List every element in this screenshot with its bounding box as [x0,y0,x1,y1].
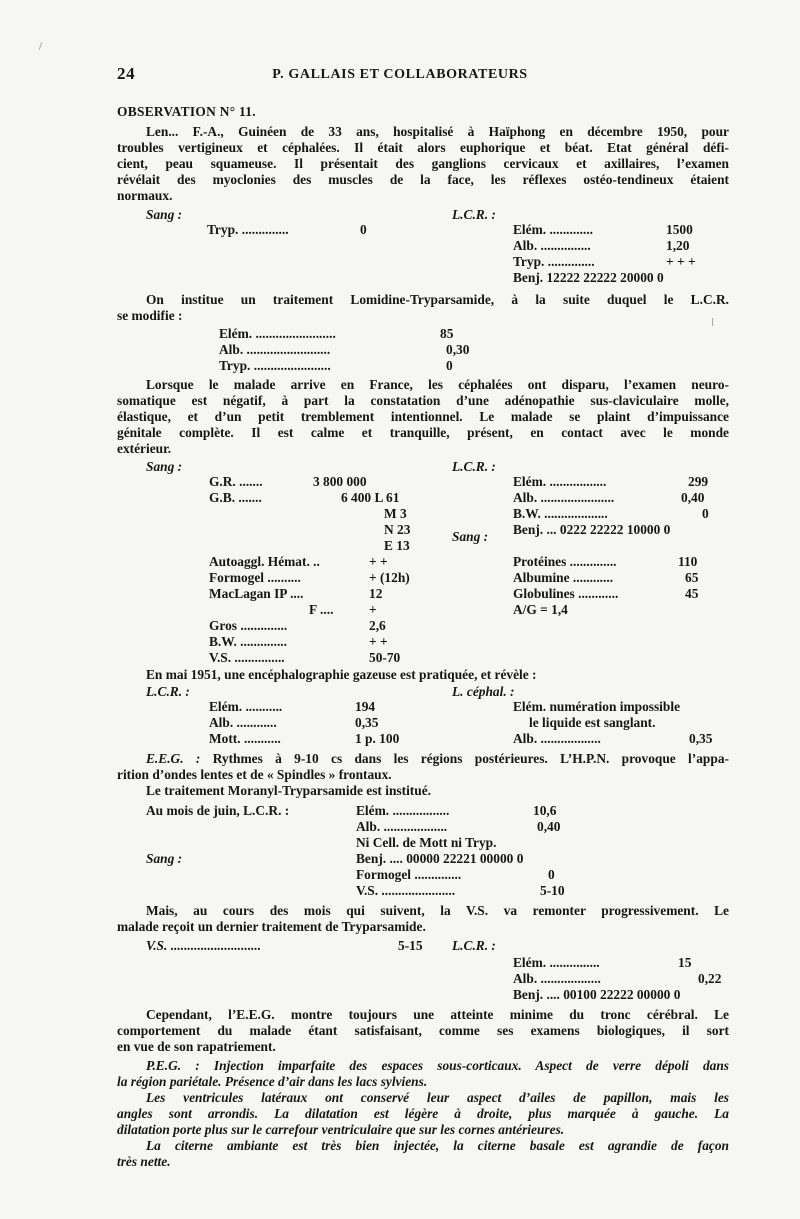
paragraph-line: génitale complète. Il est calme et tranquille, présent, en contact avec le monde [117,425,729,440]
lab-value: + + + [666,254,696,269]
paragraph-line: se modifie : [117,308,183,323]
paragraph-line: Len... F.-A., Guinéen de 33 ans, hospitalisé à Haïphong en décembre 1950, pour [146,124,729,139]
lab-value: 2,6 [369,618,386,633]
lab-label: Mott. ........... [209,731,281,746]
lcr-label: L.C.R. : [146,684,190,699]
paragraph-line: Mais, au cours des mois qui suivent, la V.S. va remonter progressivement. Le [146,903,729,918]
lab-label: le liquide est sanglant. [529,715,656,730]
lab-label: Tryp. .............. [207,222,289,237]
ceph-label: L. céphal. : [452,684,515,699]
sang-label: Sang : [146,851,183,866]
lab-value: 0,22 [698,971,722,986]
peg-line: P.E.G. : Injection imparfaite des espaces sous-corticaux. Aspect de verre dépoli dans [146,1058,729,1073]
lab-value: 50-70 [369,650,401,665]
peg-line: Les ventricules latéraux ont conservé leur aspect d’ailes de papillon, mais les [146,1090,729,1105]
lab-value: 1,20 [666,238,690,253]
sang-label: Sang : [146,459,183,474]
lab-value: 0,35 [689,731,713,746]
june-label-text: Au mois de juin, L.C.R. : [146,803,290,818]
lab-label: Formogel .............. [356,867,462,882]
lab-label: Tryp. .............. [513,254,595,269]
lab-label: Alb. ............ [209,715,277,730]
lab-value: + + [369,634,388,649]
paragraph-line: révélait des myoclonies des muscles de la face, les réflexes ostéo-tendineux étaient [117,172,729,187]
paragraph-line: comportement du malade étant satisfaisant, comme ses examens biologiques, il sort [117,1023,729,1038]
paragraph-line: en vue de son rapatriement. [117,1039,276,1054]
paragraph-line: rition d’ondes lentes et de « Spindles » frontaux. [117,767,392,782]
paragraph-line: En mai 1951, une encéphalographie gazeuse est pratiquée, et révèle : [146,667,537,682]
paragraph-line: normaux. [117,188,173,203]
paragraph-line: troubles vertigineux et céphalées. Il était alors euphorique et béat. Etat général défi- [117,140,729,155]
lab-value: 45 [685,586,699,601]
lab-value: 10,6 [533,803,557,818]
lab-label: V.S. ............... [209,650,285,665]
vs-value: 5-15 [398,938,423,953]
lab-value: 0,40 [681,490,705,505]
lab-label: Elém. ................. [356,803,450,818]
lab-value: 0 [446,358,453,373]
lab-value: 5-10 [540,883,565,898]
peg-line: dilatation porte plus sur le carrefour ventriculaire que sur les cornes antérieures. [117,1122,565,1137]
paragraph-line: On institue un traitement Lomidine-Tryparsamide, à la suite duquel le L.C.R. [146,292,729,307]
lab-value: 110 [678,554,698,569]
lcr-label: L.C.R. : [452,938,496,953]
lab-label: Gros .............. [209,618,288,633]
lab-value: N 23 [384,522,411,537]
lab-label: Alb. ......................... [219,342,331,357]
lab-label: Tryp. ....................... [219,358,331,373]
lab-label: Benj. ... 0222 22222 10000 0 [513,522,671,537]
lab-label: Elém. ........... [209,699,283,714]
paragraph-line: malade reçoit un dernier traitement de Tryparsamide. [117,919,426,934]
june-label [146,803,289,819]
running-title: P. GALLAIS ET COLLABORATEURS [272,67,528,82]
lab-value: 0,30 [446,342,470,357]
lab-label: Ni Cell. de Mott ni Tryp. [356,835,497,850]
eeg-line [146,751,729,767]
lab-value: 194 [355,699,376,714]
lab-value: 12 [369,586,383,601]
lab-label: Alb. ............... [513,238,591,253]
lab-label: Alb. ...................... [513,490,615,505]
lab-value: 15 [678,955,692,970]
lab-value: + + [369,554,388,569]
lab-label: Benj. 12222 22222 20000 0 [513,270,664,285]
lab-value: 0 [702,506,709,521]
peg-line: très nette. [117,1154,171,1169]
lab-label: Autoaggl. Hémat. .. [209,554,320,569]
peg-line: la région pariétale. Présence d’air dans les lacs sylviens. [117,1074,428,1089]
lcr-label: L.C.R. : [452,459,496,474]
lab-value: + (12h) [369,570,410,585]
paragraph-line: somatique est négatif, à part la constatation d’une adénopathie sus-claviculaire molle, [117,393,729,408]
paragraph-line: Le traitement Moranyl-Tryparsamide est institué. [146,783,431,798]
lab-value: 1500 [666,222,693,237]
lab-label: F .... [309,602,334,617]
lab-label: Formogel .......... [209,570,301,585]
lab-value: 0 [548,867,555,882]
lab-label: Elém. numération impossible [513,699,681,714]
lab-label: B.W. ................... [513,506,608,521]
lab-label: MacLagan IP .... [209,586,304,601]
lab-label: A/G = 1,4 [513,602,568,617]
lab-label: G.B. ....... [209,490,262,505]
lab-value: E 13 [384,538,410,553]
lab-value: 3 800 000 [313,474,367,489]
lab-label: Alb. .................. [513,731,601,746]
scan-mark [39,42,43,50]
lab-value: 6 400 L 61 [341,490,400,505]
lab-value: 65 [685,570,699,585]
observation-title: OBSERVATION N° 11. [117,104,256,119]
lab-label: G.R. ....... [209,474,263,489]
lab-value: 1 p. 100 [355,731,400,746]
eeg-text: Rythmes à 9-10 cs dans les régions postérieures. L’H.P.N. provoque l’appa- [212,751,729,766]
sang-label: Sang : [452,529,489,544]
lab-label: Alb. ................... [356,819,448,834]
lab-value: 0 [360,222,367,237]
lab-label: Globulines ............ [513,586,619,601]
paragraph-line: cient, peau squameuse. Il présentait des ganglions cervicaux et axillaires, l’examen [117,156,729,171]
lab-label: B.W. .............. [209,634,288,649]
page-number: 24 [117,64,136,83]
lab-value: 85 [440,326,454,341]
lab-value: 0,40 [537,819,561,834]
lab-value: + [369,602,377,617]
paragraph-line: Lorsque le malade arrive en France, les céphalées ont disparu, l’examen neuro- [146,377,729,392]
eeg-label: E.E.G. : [146,751,201,766]
lab-label: Protéines .............. [513,554,617,569]
paragraph-line: extérieur. [117,441,172,456]
lab-label: Elém. ............. [513,222,593,237]
scan-mark [712,318,713,326]
lab-value: 299 [688,474,709,489]
peg-line: angles sont arrondis. La dilatation est légère à droite, plus marquée à gauche. La [117,1106,729,1121]
sang-label: Sang : [146,207,183,222]
lab-label: Elém. ................. [513,474,607,489]
lab-label: Albumine ............ [513,570,614,585]
lab-value: M 3 [384,506,407,521]
lab-value: 0,35 [355,715,379,730]
peg-line: La citerne ambiante est très bien injectée, la citerne basale est agrandie de façon [146,1138,729,1153]
lab-label: V.S. ...................... [356,883,456,898]
vs-label: V.S. ........................... [146,938,262,953]
lab-label: Benj. .... 00100 22222 00000 0 [513,987,681,1002]
paragraph-line: Cependant, l’E.E.G. montre toujours une atteinte minime du tronc cérébral. Le [146,1007,729,1022]
lab-label: Elém. ........................ [219,326,336,341]
paragraph-line: élastique, et d’un petit tremblement intentionnel. Le malade se plaint d’impuissance [117,409,729,424]
lab-label: Alb. .................. [513,971,601,986]
lcr-label: L.C.R. : [452,207,496,222]
lab-label: Elém. ............... [513,955,600,970]
lab-label: Benj. .... 00000 22221 00000 0 [356,851,524,866]
